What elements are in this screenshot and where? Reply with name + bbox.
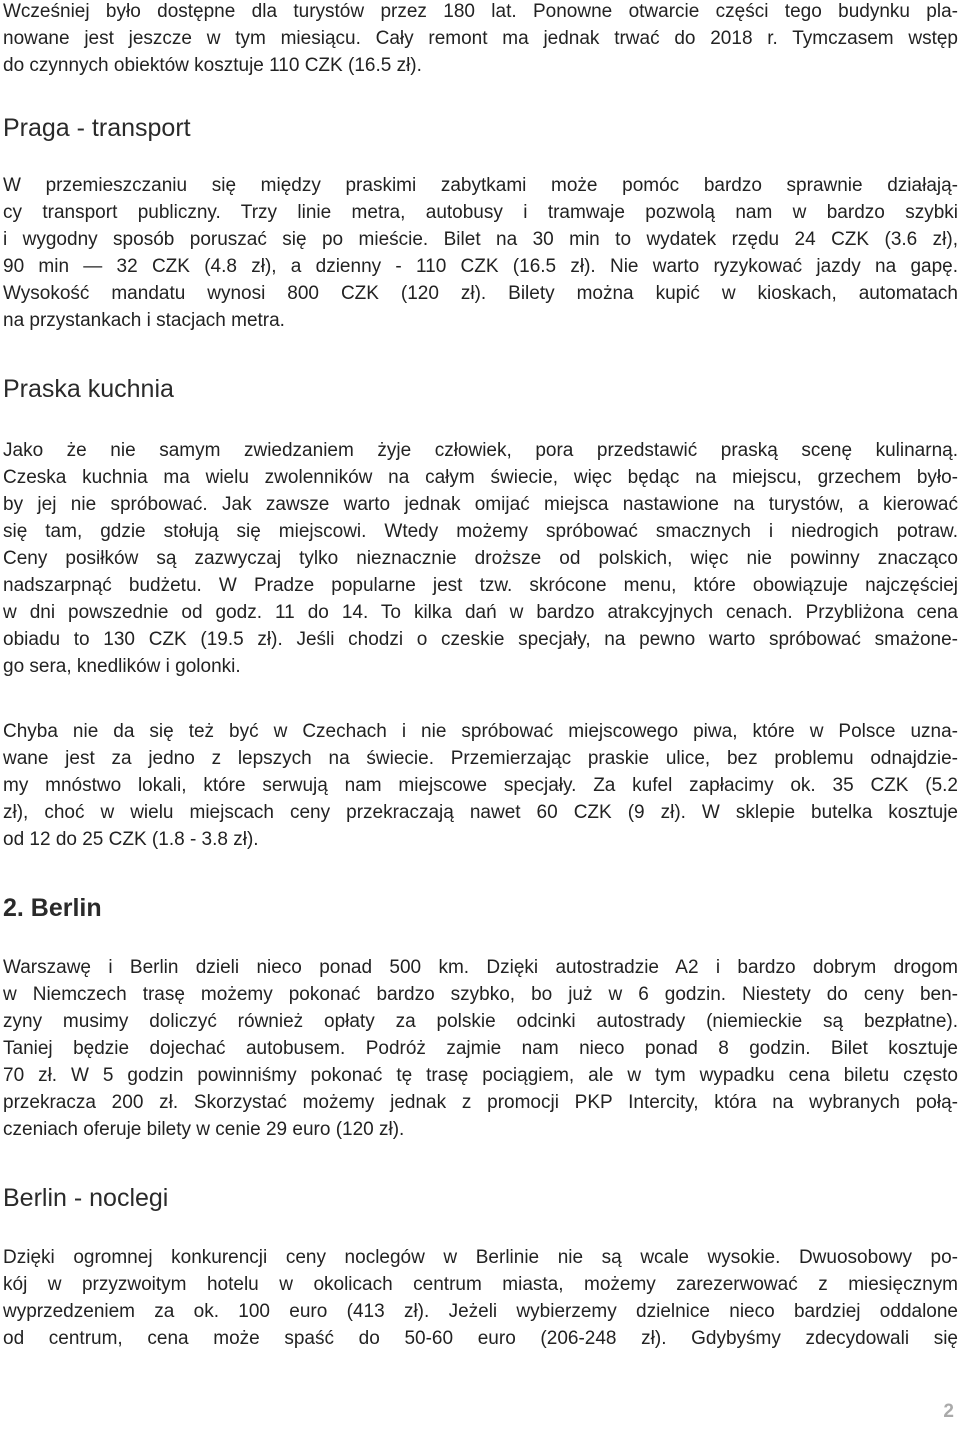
- page-number: 2: [943, 1401, 954, 1422]
- text-line: przekracza 200 zł. Skorzystać możemy jednak z promocji PKP Intercity, która na wybranych połą-: [3, 1092, 958, 1113]
- text-line: zł), choć w wielu miejscach ceny przekraczają nawet 60 CZK (9 zł). W sklepie butelka kosztuje: [3, 802, 958, 823]
- text-line: czeniach oferuje bilety w cenie 29 euro (120 zł).: [3, 1119, 405, 1140]
- paragraph-berlin: [3, 954, 958, 1143]
- text-line: Warszawę i Berlin dzieli nieco ponad 500 km. Dzięki autostradzie A2 i bardzo dobrym drogom: [3, 957, 958, 978]
- paragraph-transport: [3, 172, 958, 334]
- text-line: wane jest za jedno z lepszych na świecie. Przemierzając praskie ulice, bez problemu odnajdzie-: [3, 748, 958, 769]
- text-line: obiadu to 130 CZK (19.5 zł). Jeśli chodzi o czeskie specjały, na pewno warto spróbować smażone-: [3, 629, 958, 650]
- paragraph-intro: [3, 0, 958, 79]
- chapter-heading: 2. Berlin: [3, 894, 102, 922]
- text-line: Dzięki ogromnej konkurencji ceny noclegów w Berlinie nie są wcale wysokie. Dwuosobowy po-: [3, 1247, 958, 1268]
- text-line: Jako że nie samym zwiedzaniem żyje człowiek, pora przedstawić praską scenę kulinarną.: [3, 440, 958, 461]
- text-line: od centrum, cena może spaść do 50-60 euro (206-248 zł). Gdybyśmy zdecydowali się: [3, 1328, 958, 1349]
- text-line: od 12 do 25 CZK (1.8 - 3.8 zł).: [3, 829, 259, 850]
- section-heading: Berlin - noclegi: [3, 1184, 169, 1212]
- text-line: by jej nie spróbować. Jak zawsze warto jednak omijać miejsca nastawione na turystów, a kierować: [3, 494, 958, 515]
- text-line: w Niemczech trasę możemy pokonać bardzo szybko, bo już w 6 godzin. Niestety do ceny ben-: [3, 984, 958, 1005]
- text-line: 70 zł. W 5 godzin powinniśmy pokonać tę trasę pociągiem, ale w tym wypadku cena biletu często: [3, 1065, 958, 1086]
- text-line: Wysokość mandatu wynosi 800 CZK (120 zł). Bilety można kupić w kioskach, automatach: [3, 283, 958, 304]
- text-line: do czynnych obiektów kosztuje 110 CZK (16.5 zł).: [3, 55, 422, 76]
- text-line: nadszarpnąć budżetu. W Pradze popularne jest tzw. skrócone menu, które obowiązuje najczęściej: [3, 575, 958, 596]
- text-line: i wygodny sposób poruszać się po mieście. Bilet na 30 min to wydatek rzędu 24 CZK (3.6 zł),: [3, 229, 958, 250]
- paragraph-piwo: [3, 718, 958, 853]
- section-heading: Praga - transport: [3, 114, 191, 142]
- text-line: Wcześniej było dostępne dla turystów przez 180 lat. Ponowne otwarcie części tego budynku pla-: [3, 1, 958, 22]
- text-line: my mnóstwo lokali, które serwują nam miejscowe specjały. Za kufel zapłacimy ok. 35 CZK (5.2: [3, 775, 958, 796]
- text-line: 90 min — 32 CZK (4.8 zł), a dzienny - 110 CZK (16.5 zł). Nie warto ryzykować jazdy na gapę.: [3, 256, 958, 277]
- text-line: na przystankach i stacjach metra.: [3, 310, 285, 331]
- text-line: W przemieszczaniu się między praskimi zabytkami może pomóc bardzo sprawnie działają-: [3, 175, 958, 196]
- text-line: kój w przyzwoitym hotelu w okolicach centrum miasta, możemy zarezerwować z miesięcznym: [3, 1274, 958, 1295]
- text-line: w dni powszednie od godz. 11 do 14. To kilka dań w bardzo atrakcyjnych cenach. Przybliżona cena: [3, 602, 958, 623]
- text-line: Taniej będzie dojechać autobusem. Podróż zajmie nam nieco ponad 8 godzin. Bilet kosztuje: [3, 1038, 958, 1059]
- text-line: się tam, gdzie stołują się miejscowi. Wtedy możemy spróbować smacznych i niedrogich potraw.: [3, 521, 958, 542]
- text-line: go sera, knedlików i golonki.: [3, 656, 241, 677]
- text-line: cy transport publiczny. Trzy linie metra, autobusy i tramwaje pozwolą nam w bardzo szybki: [3, 202, 958, 223]
- text-line: Czeska kuchnia ma wielu zwolenników na całym świecie, więc będąc na miejscu, grzechem było-: [3, 467, 958, 488]
- text-line: nowane jest jeszcze w tym miesiącu. Cały remont ma jednak trwać do 2018 r. Tymczasem wstęp: [3, 28, 958, 49]
- text-line: zyny musimy doliczyć również opłaty za polskie odcinki autostrady (niemieckie są bezpłatne).: [3, 1011, 958, 1032]
- text-line: Ceny posiłków są zazwyczaj tylko nieznacznie droższe od polskich, więc nie powinny znacząco: [3, 548, 958, 569]
- text-line: wyprzedzeniem za ok. 100 euro (413 zł). Jeżeli wybierzemy dzielnice nieco bardziej oddalone: [3, 1301, 958, 1322]
- paragraph-noclegi: [3, 1244, 958, 1352]
- paragraph-kuchnia: [3, 437, 958, 680]
- section-heading: Praska kuchnia: [3, 375, 174, 403]
- text-line: Chyba nie da się też być w Czechach i nie spróbować miejscowego piwa, które w Polsce uzna-: [3, 721, 958, 742]
